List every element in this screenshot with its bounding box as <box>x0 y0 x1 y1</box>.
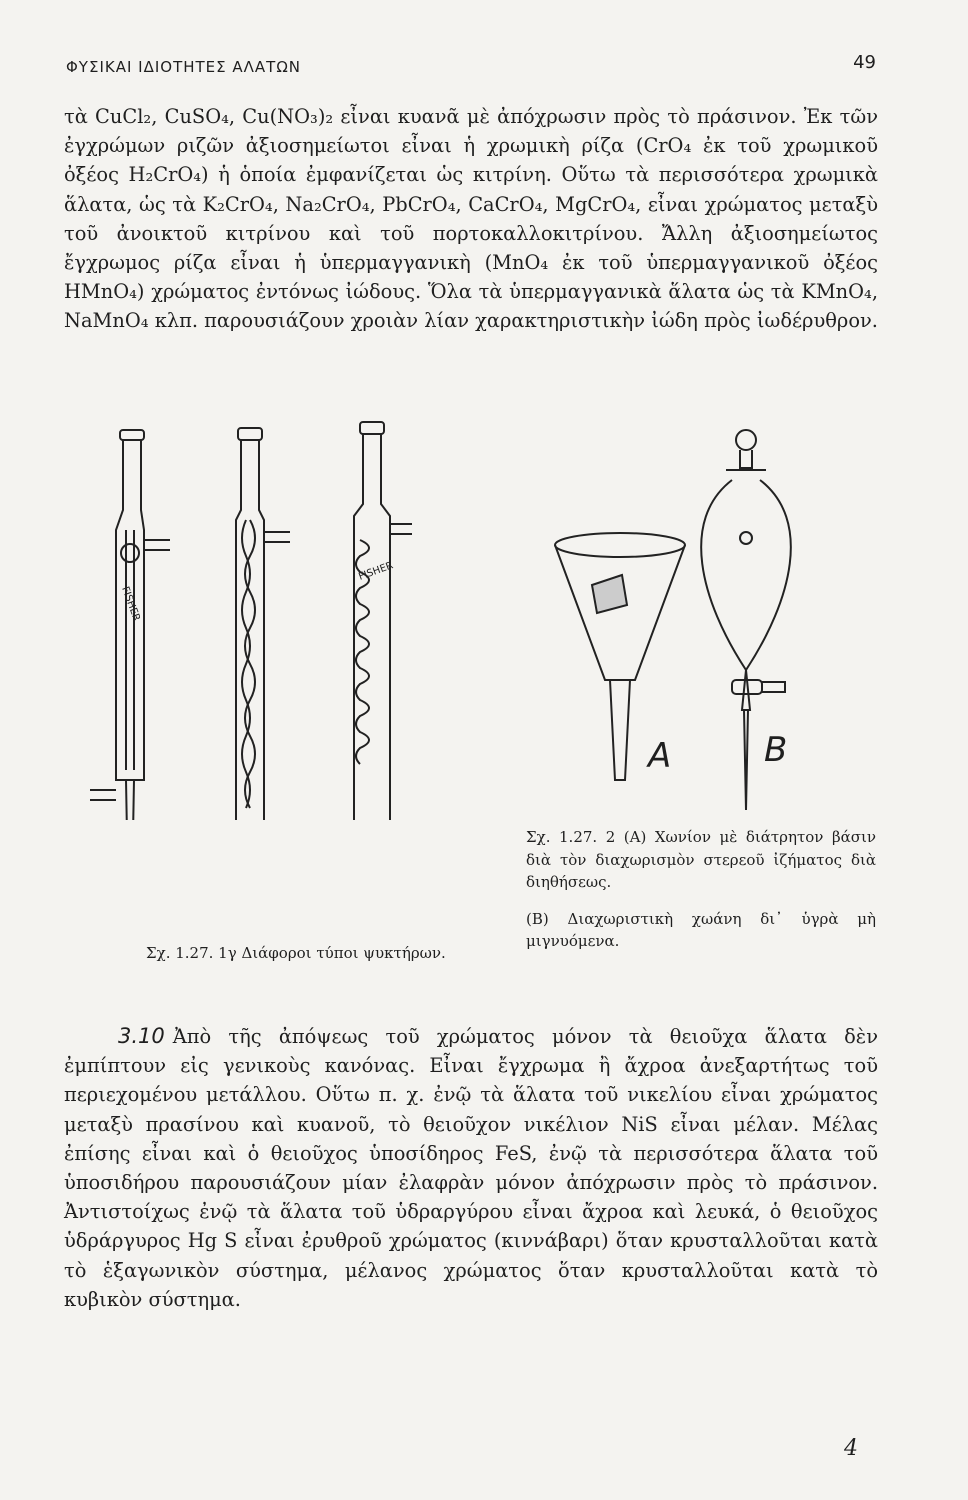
signature-number: 4 <box>844 1436 858 1461</box>
section-number: 3.10 <box>118 1024 165 1048</box>
running-header: ΦΥΣΙΚΑΙ ΙΔΙΟΤΗΤΕΣ ΑΛΑΤΩΝ <box>66 58 302 76</box>
fisher-label-3: FISHER <box>357 560 395 583</box>
figure-label-a: A <box>648 736 672 776</box>
caption-funnel-a: Σχ. 1.27. 2 (A) Χωνίον μὲ διάτρητον βάσιν διὰ τὸν διαχωρισμὸν στερεοῦ ἰζήματος διὰ διηθήσεως. <box>526 828 876 891</box>
caption-condensers: Σχ. 1.27. 1γ Διάφοροι τύποι ψυκτήρων. <box>146 944 446 962</box>
section-text: Ἀπὸ τῆς ἀπόψεως τοῦ χρώματος μόνον τὰ θειοῦχα ἅλατα δὲν ἐμπίπτουν εἰς γενικοὺς κανόνας. Εἶναι ἔγχρωμα ἢ ἄχροα ἀνεξαρτήτως τοῦ περιεχομένου μετάλλου. Οὕτω π. χ. ἐνῷ τὰ ἅλατα τοῦ νικελίου εἶναι χρώματος μεταξὺ πρασίνου καὶ κυανοῦ, τὸ θειοῦχον νικέλιον NiS εἶναι μέλαν. Μέλας ἐπίσης εἶναι καὶ ὁ θειοῦχος ὑποσίδηρος FeS, ἐνῷ τὰ περισσότερα ἅλατα τοῦ ὑποσιδήρου παρουσιάζουν μίαν ἐλαφρὰν μόνον ἀπόχρωσιν πρὸς τὸ πράσινον. Ἀντιστοίχως ἐνῷ τὰ ἅλατα τοῦ ὑδραργύρου εἶναι ἄχροα καὶ λευκά, ὁ θειοῦχος ὑδράργυρος Hg S εἶναι ἐρυθροῦ χρώματος (κιννάβαρι) ὅταν κρυσταλλοῦται κατὰ τὸ ἑξαγωνικὸν σύστημα, μέλανος χρώματος ὅταν κρυσταλλοῦται κατὰ τὸ κυβικὸν σύστημα. <box>64 1025 878 1311</box>
liebig-condenser-drawing <box>90 430 170 820</box>
caption-funnels <box>526 826 876 967</box>
caption-funnel-b: (B) Διαχωριστικὴ χωάνη δι᾽ ὑγρὰ μὴ μιγνυόμενα. <box>526 909 876 950</box>
page-number: 49 <box>853 52 876 73</box>
lab-glassware-figure <box>60 420 920 820</box>
allihn-condenser-drawing <box>236 428 290 820</box>
figure-label-b: B <box>764 730 788 770</box>
paragraph-chromate-permanganate <box>64 102 878 336</box>
fisher-label-1: FISHER <box>119 585 142 623</box>
coil-condenser-drawing <box>354 422 412 820</box>
section-3-10 <box>64 1022 878 1314</box>
paragraph-text: τὰ CuCl₂, CuSO₄, Cu(NO₃)₂ εἶναι κυανᾶ μὲ ἀπόχρωσιν πρὸς τὸ πράσινον. Ἐκ τῶν ἐγχρώμων ριζῶν ἀξιοσημείωτοι εἶναι ἡ χρωμικὴ ρίζα (CrO₄ ἐκ τοῦ χρωμικοῦ ὀξέος H₂CrO₄) ἡ ὁποία ἐμφανίζεται ὡς κιτρίνη. Οὕτω τὰ περισσότερα χρωμικὰ ἅλατα, ὡς τὰ K₂CrO₄, Na₂CrO₄, PbCrO₄, CaCrO₄, MgCrO₄, εἶναι χρώματος μεταξὺ τοῦ ἀνοικτοῦ κιτρίνου καὶ τοῦ πορτοκαλλοκιτρίνου. Ἄλλη ἀξιοσημείωτος ἔγχρωμος ρίζα εἶναι ἡ ὑπερμαγγανικὴ (MnO₄ ἐκ τοῦ ὑπερμαγγανικοῦ ὀξέος HMnO₄) χρώματος ἐντόνως ἰώδους. Ὅλα τὰ ὑπερμαγγανικὰ ἅλατα ὡς τὰ KMnO₄, NaMnO₄ κλπ. παρουσιάζουν χροιὰν λίαν χαρακτηριστικὴν ἰώδη πρὸς ἰωδέρυθρον. <box>64 105 878 333</box>
